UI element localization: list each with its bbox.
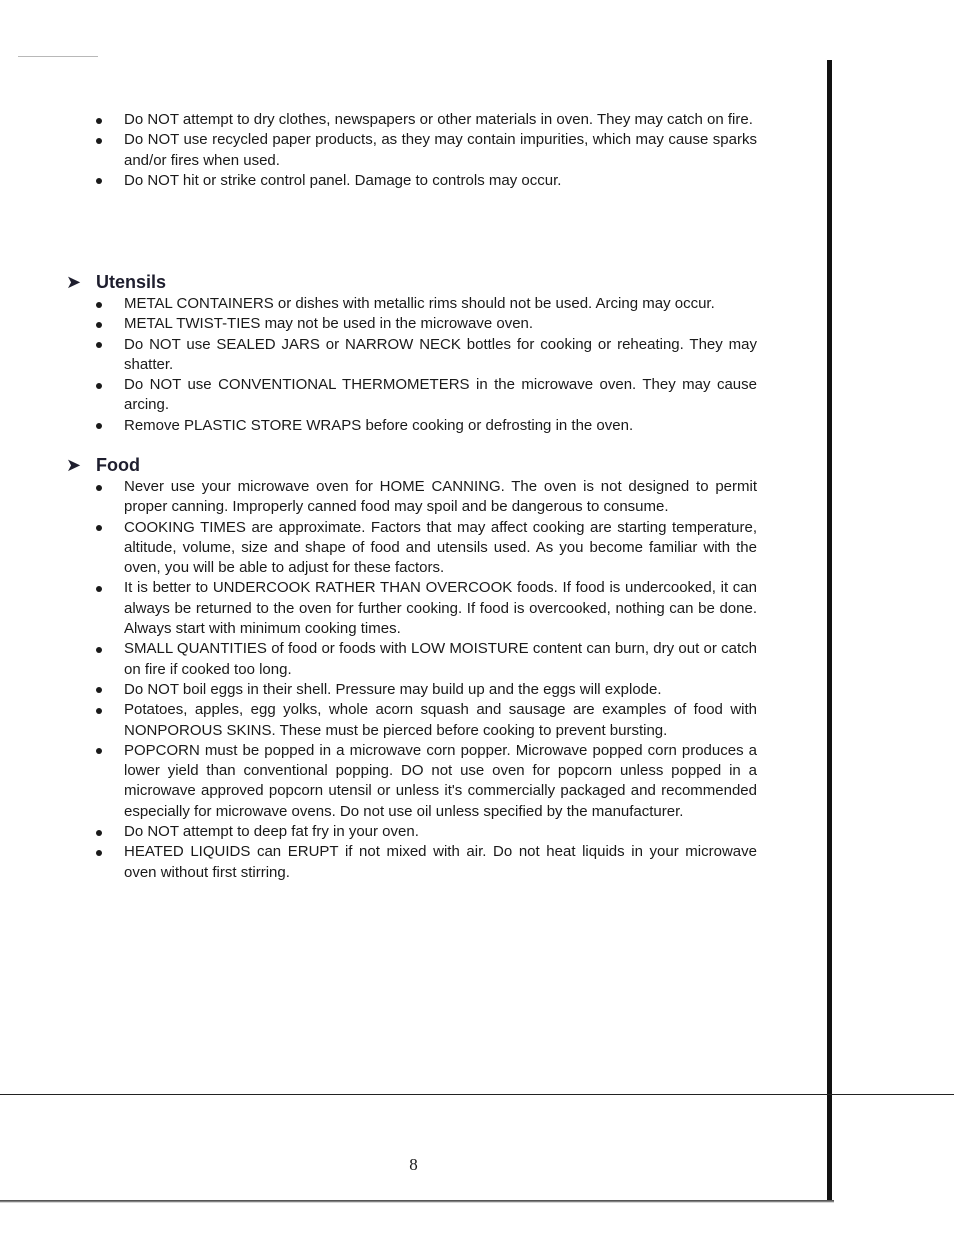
list-item (0, 639, 757, 680)
bullet-icon (96, 485, 102, 491)
list-item (0, 130, 757, 171)
food-heading-text: Food (96, 455, 140, 475)
list-item (0, 578, 757, 639)
bullet-icon (96, 322, 102, 328)
list-item-text: Do NOT attempt to deep fat fry in your oven. (124, 823, 419, 841)
list-item-text: HEATED LIQUIDS can ERUPT if not mixed with air. Do not heat liquids in your microwave oven without first stirring. (124, 843, 757, 881)
bullet-icon (96, 687, 102, 693)
list-item (0, 822, 757, 842)
list-item-text: Do NOT use SEALED JARS or NARROW NECK bottles for cooking or reheating. They may shatter. (124, 335, 757, 373)
utensils-list (0, 294, 757, 436)
page-number: 8 (409, 1155, 418, 1174)
list-item-text: Do NOT use recycled paper products, as they may contain impurities, which may cause sparks and/or fires when used. (124, 131, 757, 169)
list-item-text: Do NOT use CONVENTIONAL THERMOMETERS in the microwave oven. They may cause arcing. (124, 376, 757, 414)
list-item-text: POPCORN must be popped in a microwave corn popper. Microwave popped corn produces a lower yield than conventional popping. DO not use oven for popcorn unless popped in a microwave approved popcorn utensil or unless it's commercially packaged and recommended especially for microwave ovens. Do not use oil unless specified by the manufacturer. (124, 741, 757, 820)
footer-rule (0, 1094, 954, 1095)
food-list (0, 477, 757, 883)
bullet-icon (96, 302, 102, 308)
bullet-icon (96, 118, 102, 124)
list-item-text: SMALL QUANTITIES of food or foods with LOW MOISTURE content can burn, dry out or catch on fire if cooked too long. (124, 640, 757, 678)
list-item-text: COOKING TIMES are approximate. Factors that may affect cooking are starting temperature, altitude, volume, size and shape of food and utensils used. As you become familiar with the oven, you will be able to adjust for these factors. (124, 518, 757, 577)
bullet-icon (96, 830, 102, 836)
list-item (0, 518, 757, 579)
utensils-heading (66, 272, 166, 293)
intro-list (0, 110, 757, 191)
list-item (0, 375, 757, 416)
list-item (0, 700, 757, 741)
list-item-text: Do NOT attempt to dry clothes, newspapers or other materials in oven. They may catch on fire. (124, 111, 753, 128)
list-item-text: Do NOT hit or strike control panel. Damage to controls may occur. (124, 171, 562, 189)
bullet-icon (96, 138, 102, 144)
list-item (0, 314, 757, 334)
bullet-icon (96, 586, 102, 592)
bullet-icon (96, 423, 102, 429)
list-item-text: METAL TWIST-TIES may not be used in the microwave oven. (124, 315, 534, 333)
bullet-icon (96, 383, 102, 389)
list-item-text: METAL CONTAINERS or dishes with metallic rims should not be used. Arcing may occur. (124, 295, 715, 312)
bullet-icon (96, 342, 102, 348)
list-item-text: Never use your microwave oven for HOME CANNING. The oven is not designed to permit proper canning. Improperly canned food may spoil and be dangerous to consume. (124, 478, 757, 516)
bullet-icon (96, 178, 102, 184)
bullet-icon (96, 748, 102, 754)
bullet-icon (96, 525, 102, 531)
list-item (0, 416, 757, 436)
list-item-text: Remove PLASTIC STORE WRAPS before cooking or defrosting in the oven. (124, 416, 634, 434)
bullet-icon (96, 850, 102, 856)
list-item-text: Do NOT boil eggs in their shell. Pressure may build up and the eggs will explode. (124, 680, 662, 698)
scan-artifact-top (18, 56, 98, 57)
list-item-text: It is better to UNDERCOOK RATHER THAN OVERCOOK foods. If food is undercooked, it can always be returned to the oven for further cooking. If food is overcooked, nothing can be done. Always start with minimum cooking times. (124, 579, 757, 638)
list-item (0, 842, 757, 883)
food-heading (66, 455, 140, 476)
bullet-icon (96, 647, 102, 653)
list-item (0, 294, 757, 314)
bullet-icon (96, 708, 102, 714)
list-item (0, 171, 757, 191)
list-item (0, 477, 757, 518)
list-item (0, 741, 757, 822)
list-item (0, 335, 757, 376)
arrow-bullet-icon: ➤ (66, 272, 82, 292)
scan-artifact-bottom (0, 1200, 834, 1203)
list-item (0, 110, 757, 130)
utensils-heading-text: Utensils (96, 272, 167, 292)
list-item-text: Potatoes, apples, egg yolks, whole acorn squash and sausage are examples of food with NONPOROUS SKINS. These must be pierced before cooking to prevent bursting. (124, 701, 757, 739)
page-right-border (827, 60, 832, 1200)
arrow-bullet-icon: ➤ (66, 455, 82, 475)
list-item (0, 680, 757, 700)
